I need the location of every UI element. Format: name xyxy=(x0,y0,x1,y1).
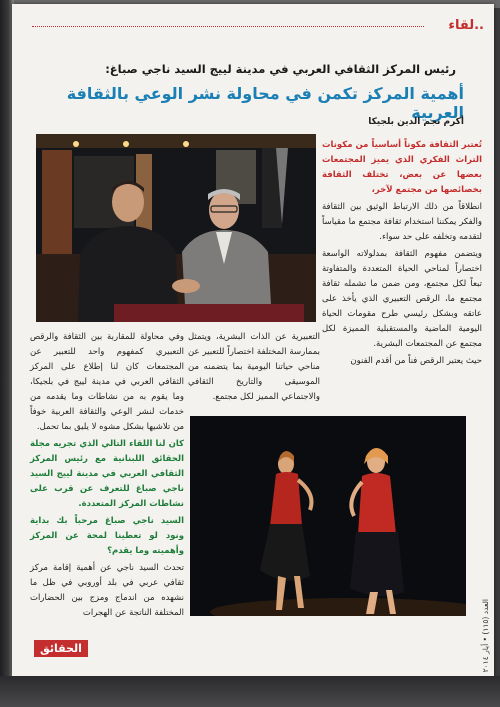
paragraph-highlight: كان لنا اللقاء التالي الذي تجريه مجلة الحقائق اللبنانية مع رئيس المركز الثقافي العربي في مدينة لييج السيد ناجي صباغ للتعرف عن قرب على نشاطات المركز المتعددة. xyxy=(30,439,184,509)
magazine-logo: الحقائق xyxy=(34,640,88,657)
section-tag: لقاء.. xyxy=(448,18,484,33)
interview-question: السيد ناجي صباغ مرحباً بك بداية ونود لو تعطينا لمحة عن المركز وأهميته وما يقدم؟ xyxy=(30,516,184,556)
paragraph-intro: تُعتبر الثقافة مكوناً أساسياً من مكونات التراث الفكري الذي يميز المجتمعات بعضها عن بعض، تختلف الثقافة بخصائصها من مجتمع لآخر، xyxy=(322,140,482,195)
magazine-page xyxy=(12,4,494,676)
issue-label: العدد (١١٥) • أيار ٢٠١٤ xyxy=(481,598,490,672)
paragraph: التعبيرية عن الذات البشرية، ويتمثل بممارسة المختلفة اختصاراً للتعبير عن مناحي حياتنا اليومية بما يتضمنه من الموسيقى والتاريخ الثقافي والاجتماعي المميز لكل مجتمع. xyxy=(188,332,320,402)
interview-photo xyxy=(36,134,316,322)
paragraph: ويتضمن مفهوم الثقافة بمدلولاته الواسعة اختصاراً لمناحي الحياة المتعددة والمتفاوتة تبعاً لكل مجتمع، ومن ضمن ما تشمله ثقافة مجتمع ما، الرقص التعبيري الذي يأخذ على عاتقه وبشكل رئيسي طرح مقومات الحياة اليومية الماضية والمستقبلية المميزة لكل مجتمع عن المجتمعات البشرية. xyxy=(322,249,482,349)
section-divider xyxy=(32,26,424,27)
article-column-middle xyxy=(188,330,320,407)
dancers-photo xyxy=(190,416,466,616)
paragraph: وفي محاولة للمقاربة بين الثقافة والرقص التعبيري كمفهوم واحد للتعبير عن المجتمعات كان لنا إطلاع على المركز الثقافي العربي في مدينة لييج في بلجيكا، وما يقوم به من نشاطات وما يقدمه من خدمات لنشر الوعي والثقافة العربية خوفاً من تلاشيها بشكل مشوه لا يليق بما تحمل. xyxy=(30,332,184,432)
article-headline: أهمية المركز تكمن في محاولة نشر الوعي بالثقافة العربية xyxy=(66,84,464,122)
paragraph: تحدث السيد ناجي عن أهمية إقامة مركز ثقافي عربي في بلد أوروبي في ظل ما نشهده من اندماج ومزج بين الحضارات المختلفة الناتجة عن الهجرات xyxy=(30,563,184,618)
article-byline: أكرم نجم الدين بلجيكا xyxy=(368,117,464,127)
paragraph: انطلاقاً من ذلك الارتباط الوثيق بين الثقافة والفكر يمكننا استخدام ثقافة مجتمع ما مقياساً لتقدمه وتخلفه على حد سواء. xyxy=(322,202,482,242)
interview-photo-illustration xyxy=(36,134,316,322)
paragraph: حيث يعتبر الرقص فناً من أقدم الفنون xyxy=(350,356,482,366)
article-column-right xyxy=(322,138,482,371)
dancers-photo-illustration xyxy=(190,416,466,616)
article-column-left xyxy=(30,330,184,623)
scan-border-bottom xyxy=(0,676,500,707)
article-kicker: رئيس المركز الثقافي العربي في مدينة لييج السيد ناجي صباغ: xyxy=(105,62,456,76)
